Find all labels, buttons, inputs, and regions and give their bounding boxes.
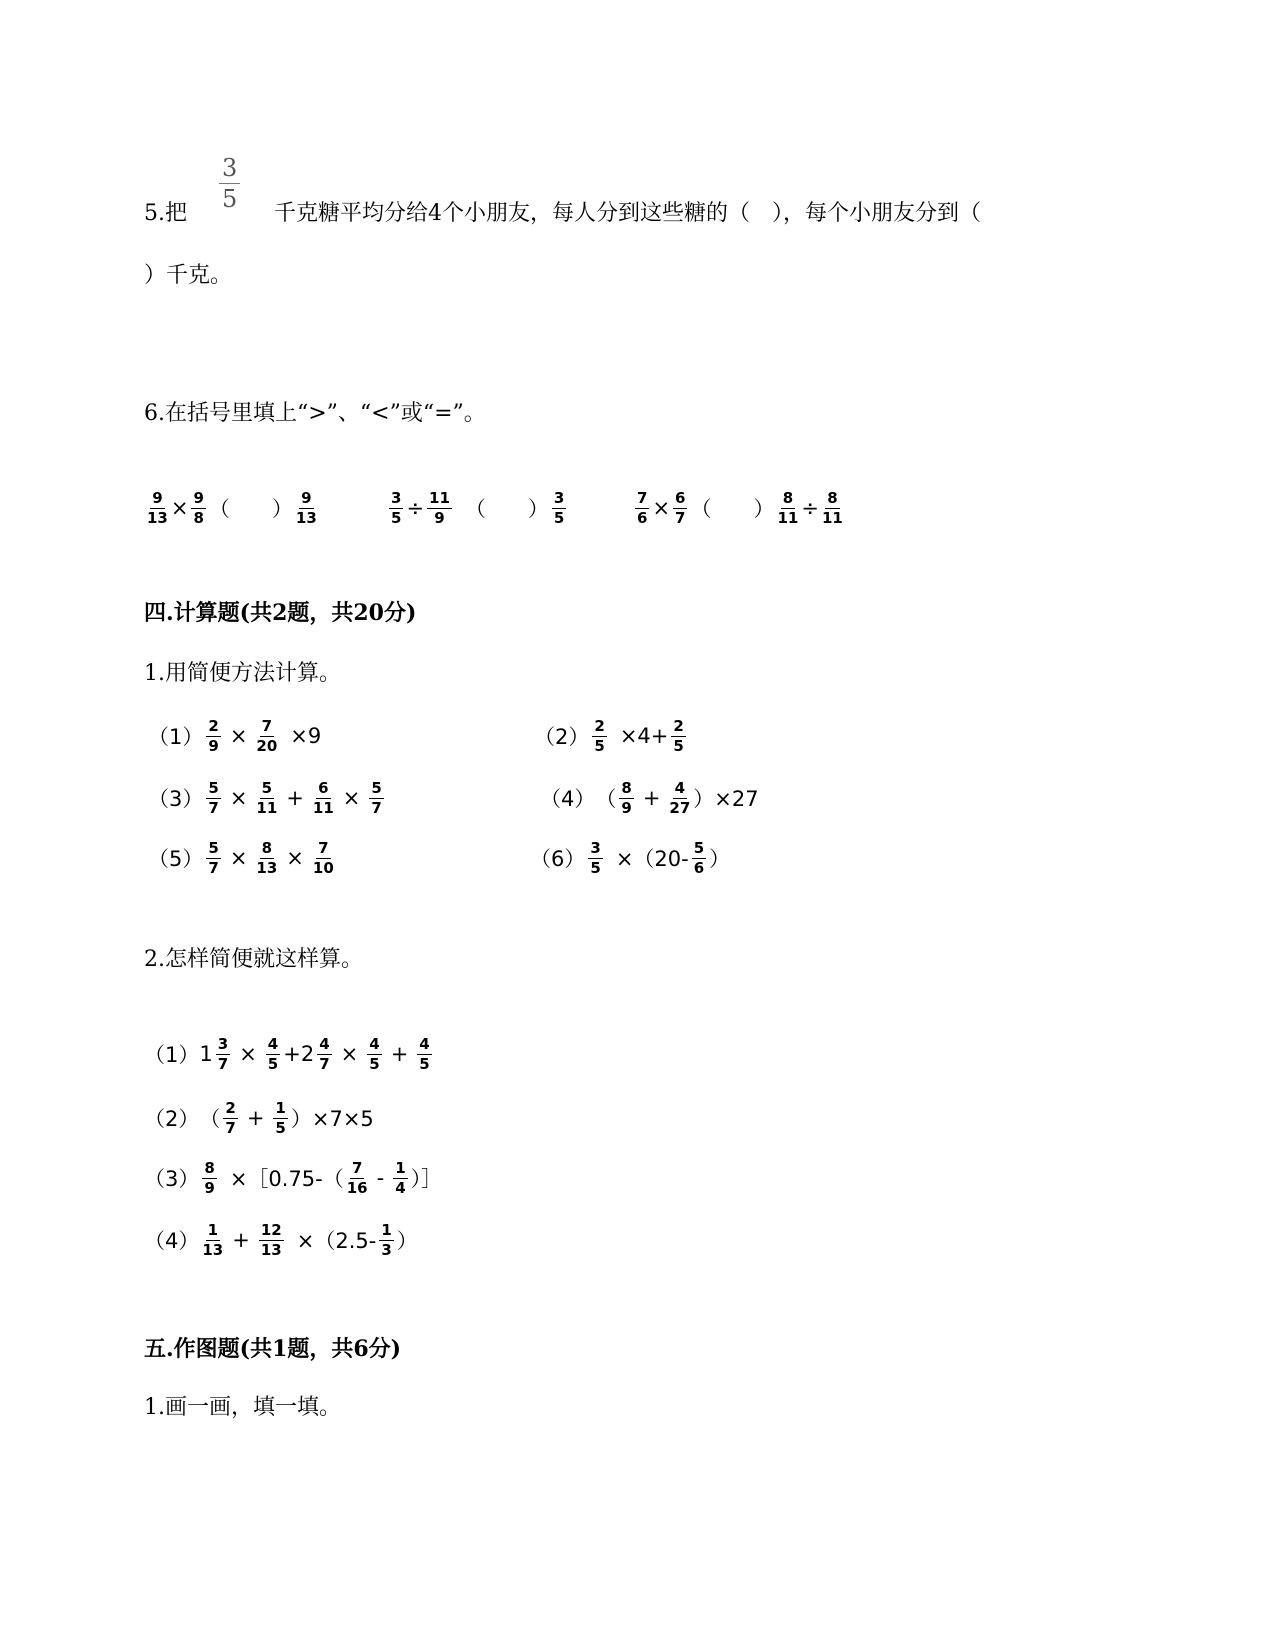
problem-label: （6） (530, 847, 586, 871)
times-sign: × (229, 724, 248, 748)
frac-num: 9 (193, 488, 204, 507)
plus-sign: + (286, 786, 304, 810)
plus-sign: + (390, 1042, 409, 1066)
frac-den: 5 (369, 1054, 380, 1073)
frac-num: 4 (267, 1034, 279, 1053)
frac-num: 4 (674, 778, 686, 797)
frac-num: 2 (208, 716, 219, 735)
frac-num: 5 (208, 778, 219, 797)
q6-item-2 (386, 480, 569, 536)
frac-den: 5 (594, 736, 605, 755)
frac-den: 5 (267, 1054, 279, 1073)
frac-den: 9 (621, 798, 632, 817)
s4-q2-title: 2.怎样简便就这样算。 (144, 947, 363, 972)
frac-den: 7 (371, 798, 382, 817)
expression-text: （ (595, 787, 617, 811)
problem-label: （3） (144, 1167, 200, 1191)
q5-line2: ）千克。 (144, 263, 233, 288)
frac-den: 7 (319, 1054, 330, 1073)
frac-den: 6 (637, 508, 648, 527)
expression-text: +2 (283, 1042, 315, 1066)
frac-num: 4 (419, 1034, 430, 1053)
frac-num: 7 (351, 1158, 363, 1177)
frac-den: 16 (346, 1178, 368, 1197)
frac-den: 20 (256, 736, 278, 755)
frac-num: 6 (675, 488, 686, 507)
times-sign: × (652, 496, 671, 520)
plus-sign: + (232, 1228, 250, 1252)
frac-den: 11 (777, 508, 799, 527)
s4q1-problem-6 (530, 830, 730, 886)
s5-q1-title: 1.画一画，填一填。 (144, 1395, 341, 1420)
q6-item-3 (632, 480, 846, 536)
s4q2-problem-4 (144, 1212, 418, 1268)
frac-num: 5 (208, 838, 219, 857)
problem-label: （2） (144, 1107, 200, 1131)
frac-num: 7 (318, 838, 329, 857)
frac-den: 27 (669, 798, 691, 817)
frac-num: 4 (369, 1034, 380, 1053)
s4q1-problem-1 (148, 708, 321, 764)
frac-den: 13 (260, 1240, 282, 1259)
s4-q1-title: 1.用简便方法计算。 (144, 661, 341, 686)
times-sign: × (340, 1042, 359, 1066)
frac-den: 6 (693, 858, 705, 877)
expression-text: ） (709, 847, 731, 871)
answer-blank: （ ） (464, 497, 549, 521)
answer-blank: （ ） (690, 497, 775, 521)
frac-den: 11 (312, 798, 334, 817)
frac-den: 7 (208, 858, 219, 877)
expression-text: ×（20- (615, 847, 689, 871)
divide-sign: ÷ (801, 496, 819, 520)
times-sign: × (286, 846, 304, 870)
times-sign: × (229, 846, 248, 870)
frac-num: 9 (152, 488, 163, 507)
expression-text: ）×7×5 (290, 1107, 374, 1131)
frac-num: 5 (693, 838, 705, 857)
minus-sign: - (376, 1166, 385, 1190)
frac-num: 5 (261, 778, 273, 797)
frac-num: 8 (261, 838, 273, 857)
frac-den: 7 (675, 508, 686, 527)
frac-den: 5 (590, 858, 601, 877)
whole-number: 1 (199, 1042, 213, 1066)
expression-text: ×9 (290, 724, 322, 748)
frac-num: 2 (225, 1098, 236, 1117)
frac-num: 6 (318, 778, 329, 797)
times-sign: × (170, 496, 189, 520)
frac-num: 12 (260, 1220, 282, 1239)
plus-sign: + (246, 1106, 265, 1130)
frac-den: 10 (312, 858, 334, 877)
times-sign: × (229, 786, 248, 810)
frac-num: 5 (371, 778, 382, 797)
problem-label: （4） (540, 787, 596, 811)
frac-num: 1 (381, 1220, 392, 1239)
problem-label: （1） (144, 1043, 200, 1067)
expression-text: ） (396, 1229, 418, 1253)
frac-num: 9 (301, 488, 312, 507)
s4q1-problem-4 (540, 770, 759, 826)
section5-heading: 五.作图题(共1题，共6分) (144, 1336, 402, 1362)
frac-num: 3 (391, 488, 402, 507)
frac-num: 8 (621, 778, 632, 797)
frac-den: 5 (673, 736, 684, 755)
frac-num: 1 (395, 1158, 406, 1177)
expression-text: ×4+ (619, 724, 669, 748)
frac-num: 8 (827, 488, 838, 507)
expression-text: ×［0.75-（ (229, 1167, 344, 1191)
frac-num: 8 (204, 1158, 215, 1177)
frac-num: 1 (207, 1220, 219, 1239)
expression-text: ）］ (410, 1167, 443, 1191)
problem-label: （3） (148, 787, 204, 811)
frac-num: 11 (429, 488, 450, 507)
frac-num: 1 (275, 1098, 286, 1117)
frac-den: 9 (204, 1178, 215, 1197)
frac-den: 7 (208, 798, 219, 817)
frac-den: 9 (208, 736, 219, 755)
s4q2-problem-1 (144, 1026, 435, 1082)
frac-num: 7 (261, 716, 273, 735)
frac-num: 8 (782, 488, 794, 507)
q6-item-1 (144, 480, 320, 536)
frac-den: 4 (395, 1178, 406, 1197)
plus-sign: + (642, 786, 661, 810)
frac-num: 3 (553, 488, 565, 507)
s4q2-problem-3 (144, 1150, 442, 1206)
expression-text: ×（2.5- (296, 1229, 377, 1253)
frac-den: 11 (821, 508, 843, 527)
section4-heading: 四.计算题(共2题，共20分) (144, 600, 417, 626)
frac-den: 9 (434, 508, 445, 527)
q5-frac-den: 5 (222, 185, 238, 213)
times-sign: × (342, 786, 361, 810)
frac-den: 5 (553, 508, 565, 527)
q5-line1: 千克糖平均分给4个小朋友，每人分到这些糖的（ ），每个小朋友分到（ (274, 201, 981, 226)
frac-den: 5 (419, 1054, 430, 1073)
frac-den: 5 (275, 1118, 286, 1137)
q5-prefix: 5.把 (144, 201, 187, 226)
frac-num: 2 (594, 716, 605, 735)
frac-num: 3 (217, 1034, 229, 1053)
frac-den: 11 (256, 798, 278, 817)
divide-sign: ÷ (406, 496, 425, 520)
frac-den: 13 (202, 1240, 224, 1259)
frac-den: 3 (381, 1240, 392, 1259)
frac-den: 13 (256, 858, 278, 877)
frac-num: 7 (637, 488, 648, 507)
q5-fraction (216, 156, 243, 211)
q5-frac-num: 3 (219, 156, 240, 184)
frac-den: 7 (217, 1054, 229, 1073)
s4q1-problem-2 (534, 708, 689, 764)
problem-label: （4） (144, 1229, 200, 1253)
frac-den: 8 (193, 508, 204, 527)
s4q1-problem-3 (148, 770, 387, 826)
problem-label: （5） (148, 847, 204, 871)
answer-blank: （ ） (208, 497, 293, 521)
times-sign: × (239, 1042, 257, 1066)
expression-text: ）×27 (693, 787, 759, 811)
frac-den: 13 (147, 508, 168, 527)
expression-text: （ (199, 1107, 221, 1131)
s4q2-problem-2 (144, 1090, 374, 1146)
frac-den: 13 (295, 508, 317, 527)
frac-den: 5 (391, 508, 402, 527)
problem-label: （1） (148, 725, 204, 749)
s4q1-problem-5 (148, 830, 337, 886)
frac-num: 2 (673, 716, 684, 735)
frac-num: 3 (590, 838, 601, 857)
problem-label: （2） (534, 725, 590, 749)
frac-num: 4 (319, 1034, 330, 1053)
q6-title: 6.在括号里填上“>”、“<”或“=”。 (144, 401, 486, 426)
frac-den: 7 (225, 1118, 236, 1137)
